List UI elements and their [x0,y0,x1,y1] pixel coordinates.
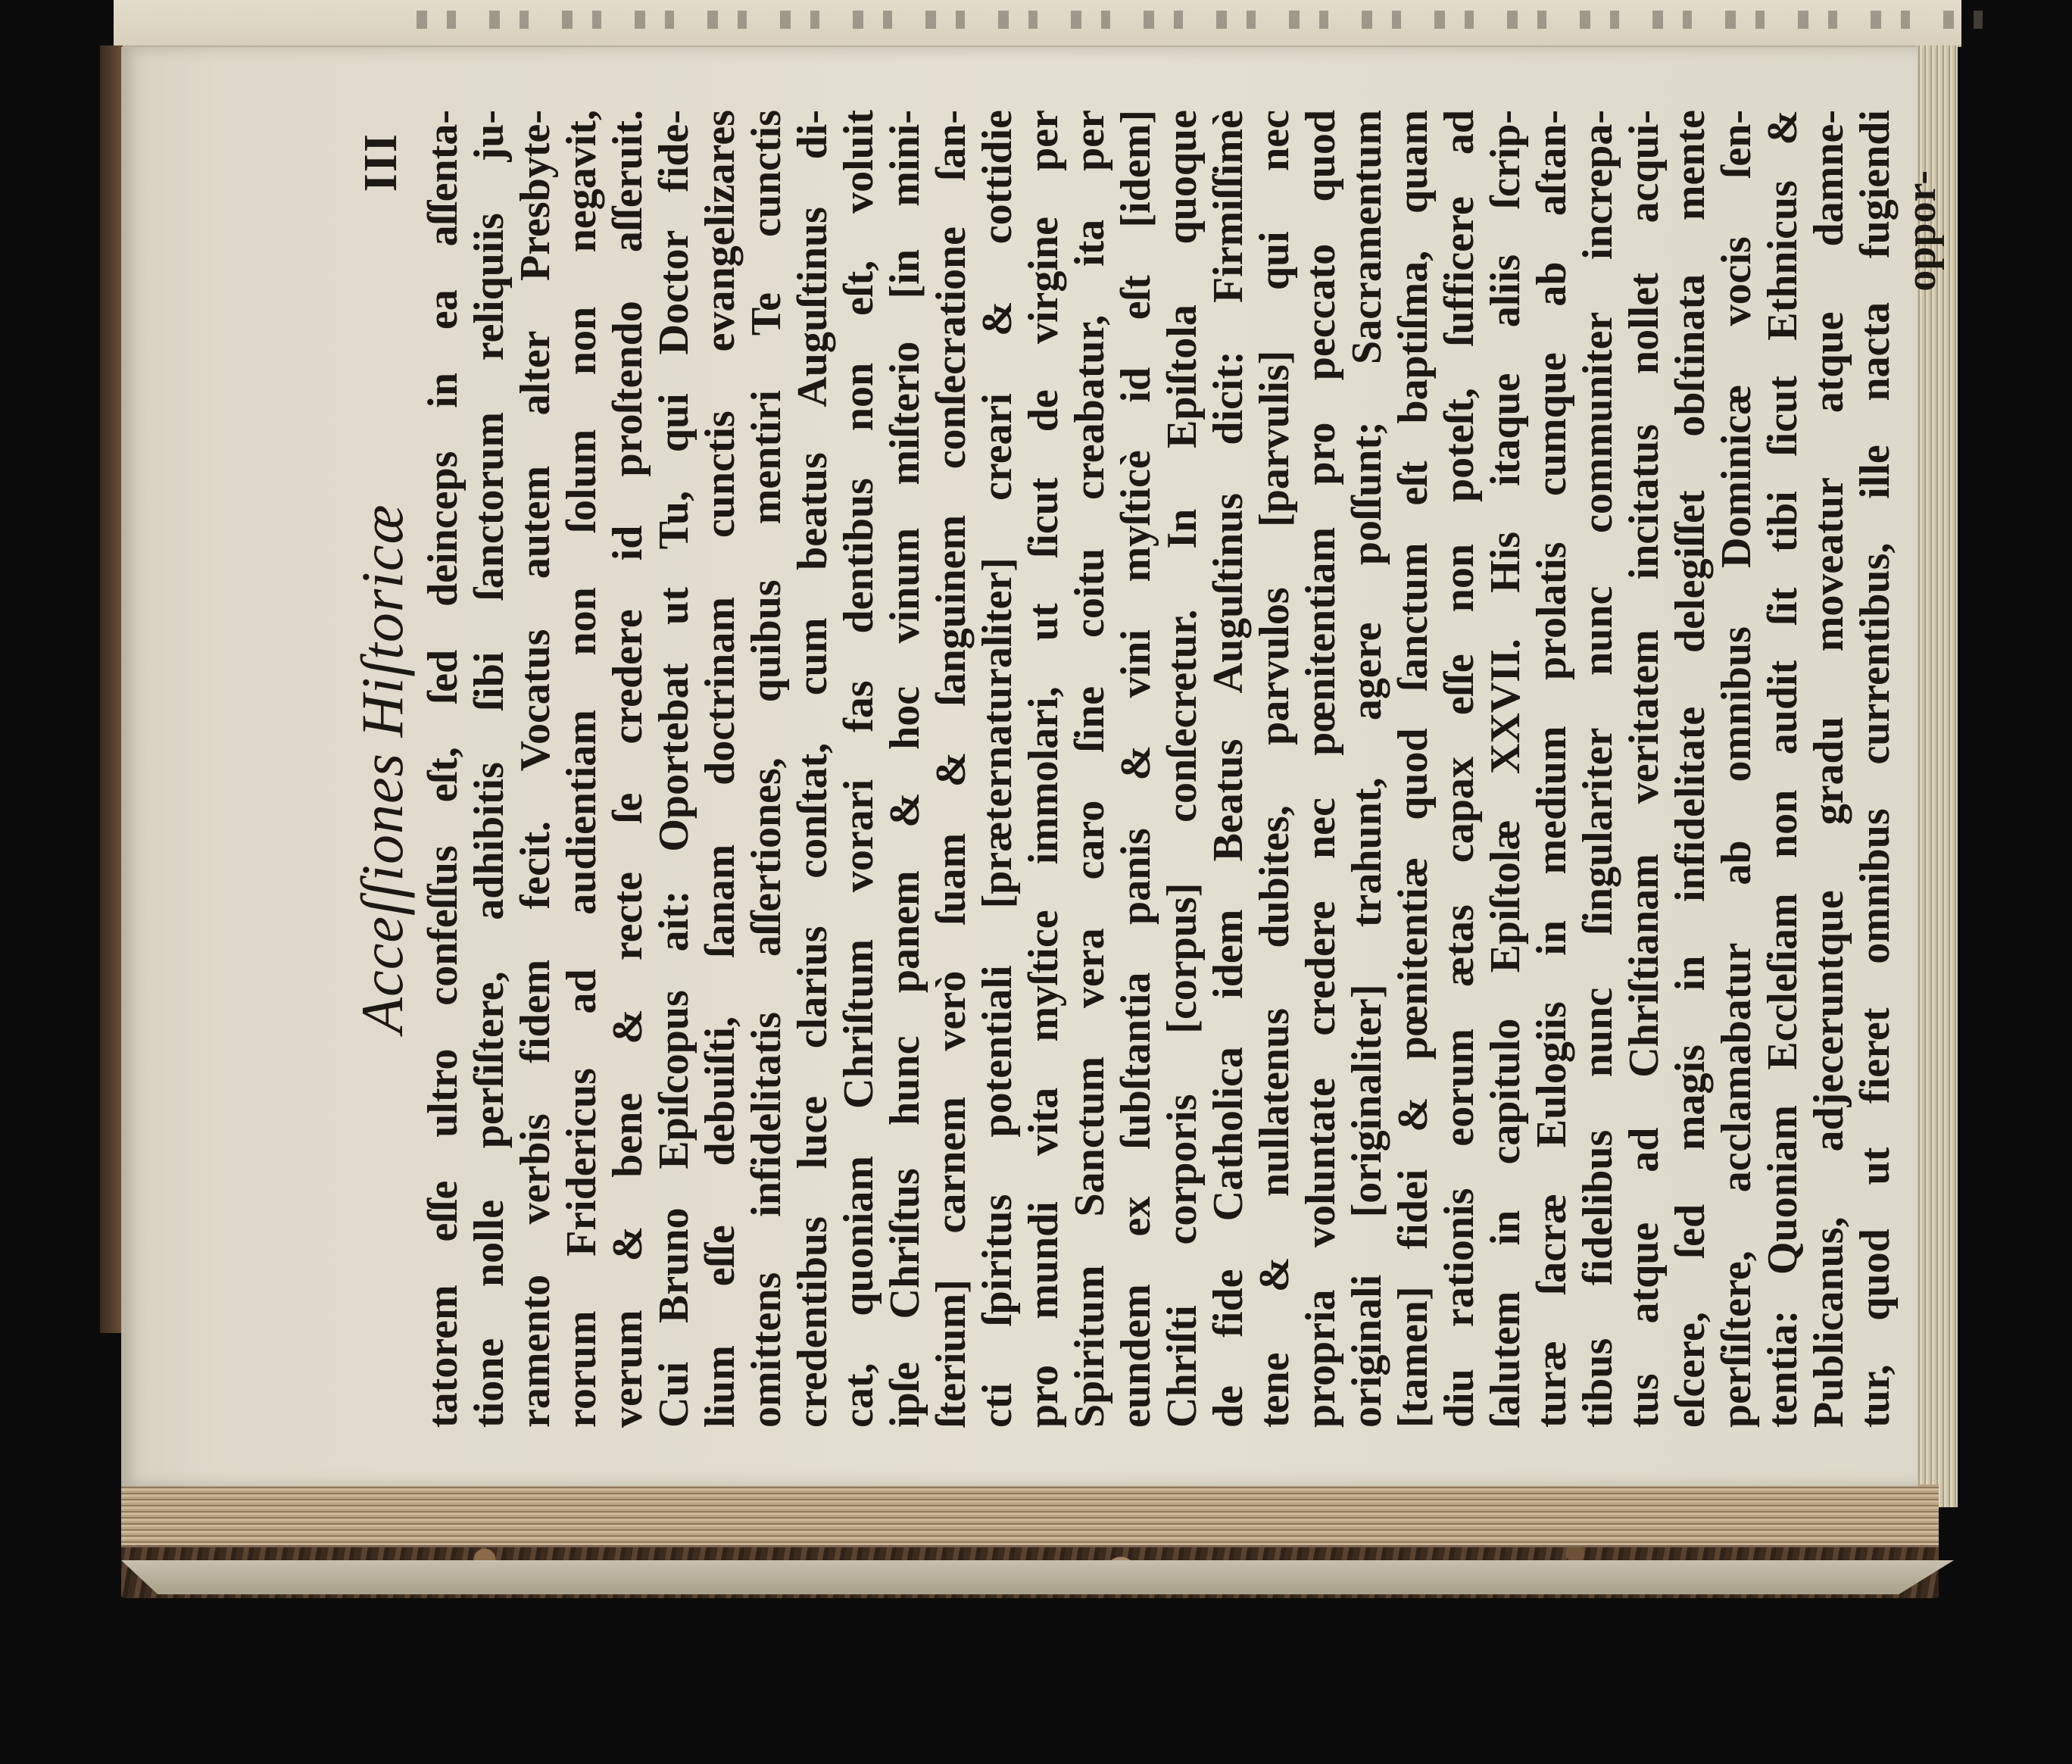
text-line: verum & bene & recte ſe credere id proſtendo aſſeruit. [604,110,651,1428]
text-line: tur, quod ut fieret omnibus currentibus, ille nacta fugiendi [1852,110,1899,1428]
text-line: cat, quoniam Chriſtum vorari fas dentibus non eſt, voluit [835,110,882,1428]
text-line: tatorem eſſe ultro confeſſus eſt, ſed deinceps in ea aſſenta- [420,110,467,1428]
text-line: eundem ex ſubſtantia panis & vini myſticè id eſt [idem] [1112,110,1159,1428]
text-line: tione nolle perſiſtere, adhibitis ſibi ſanctorum reliquiis ju- [466,110,513,1428]
cover-board-edge [121,1560,1954,1594]
catchword: oppor- [1898,170,1945,292]
book-spine-edge [100,45,123,1333]
body-text [420,110,1899,1428]
text-line: cti ſpiritus potentiali [præternaturaliter] creari & cottidie [974,110,1021,1428]
text-line: ipſe Chriſtus hunc panem & hoc vinum miſterio [in mini- [882,110,928,1428]
text-line: ſalutem in capitulo Epiſtolæ XXVII. His itaque aliis ſcrip- [1482,110,1529,1428]
text-line: Publicanus, adjeceruntque gradu moveatur atque damne- [1805,110,1852,1428]
text-line: ramento verbis fidem fecit. Vocatus autem alter Presbyte- [512,110,559,1428]
page-number: III [355,133,407,192]
text-line: Spiritum Sanctum vera caro ſine coitu creabatur, ita per [1066,110,1113,1428]
running-title: Acceſſiones Hiſtoricæ [349,504,415,1034]
text-line: originali [originaliter] trahunt, agere poſſunt; Sacramentum [1343,110,1390,1428]
text-line: rorum Fridericus ad audientiam non ſolum non negavit, [558,110,605,1428]
text-line: tentia: Quoniam Eccleſiam non audit ſit tibi ſicut Ethnicus & [1759,110,1806,1428]
page-header [318,110,420,1428]
text-line: propria voluntate credere nec pœnitentiam pro peccato quod [1297,110,1344,1428]
text-line: tus atque ad Chriſtianam veritatem incitatus nollet acqui- [1621,110,1668,1428]
text-line: lium eſſe debuiſti, ſanam doctrinam cunctis evangelizares [697,110,744,1428]
text-line: pro mundi vita myſtice immolari, ut ſicut de virgine per [1020,110,1067,1428]
text-line: diu rationis eorum ætas capax eſſe non poteſt, ſufficere ad [1436,110,1483,1428]
page-text-block [318,110,1945,1428]
text-line: Cui Bruno Epiſcopus ait: Oportebat ut Tu, qui Doctor fide- [651,110,697,1428]
text-line: tene & nullatenus dubites, parvulos [parvulis] qui nec [1251,110,1298,1428]
text-line: turæ ſacræ Eulogiis in medium prolatis cumque ab aſtan- [1528,110,1575,1428]
text-line: ſterium] carnem verò ſuam & ſanguinem conſecratione ſan- [928,110,975,1428]
text-line: Chriſti corporis [corpus] conſecretur. In Epiſtola quoque [1159,110,1206,1428]
text-line: tibus fidelibus nunc ſingulariter nunc communiter increpa- [1574,110,1621,1428]
text-line: eſcere, ſed magis in infidelitate delegiſſet obſtinata mente [1667,110,1714,1428]
text-line: omittens infidelitatis aſſertiones, quibus mentiri Te cunctis [743,110,790,1428]
text-line: perſiſtere, acclamabatur ab omnibus Dominicæ vocis ſen- [1713,110,1760,1428]
previous-page-edge [114,0,1961,47]
text-line: [tamen] fidei & pœnitentiæ quod ſanctum eſt baptiſma, quam [1390,110,1437,1428]
previous-page-text-fragment [417,11,2007,29]
page-stack-bottom-edge [121,1485,1939,1547]
text-line: credentibus luce clarius conſtat, cum beatus Auguſtinus di- [789,110,836,1428]
text-line: de fide Catholica idem Beatus Auguſtinus dicit: Firmiſſimè [1205,110,1252,1428]
